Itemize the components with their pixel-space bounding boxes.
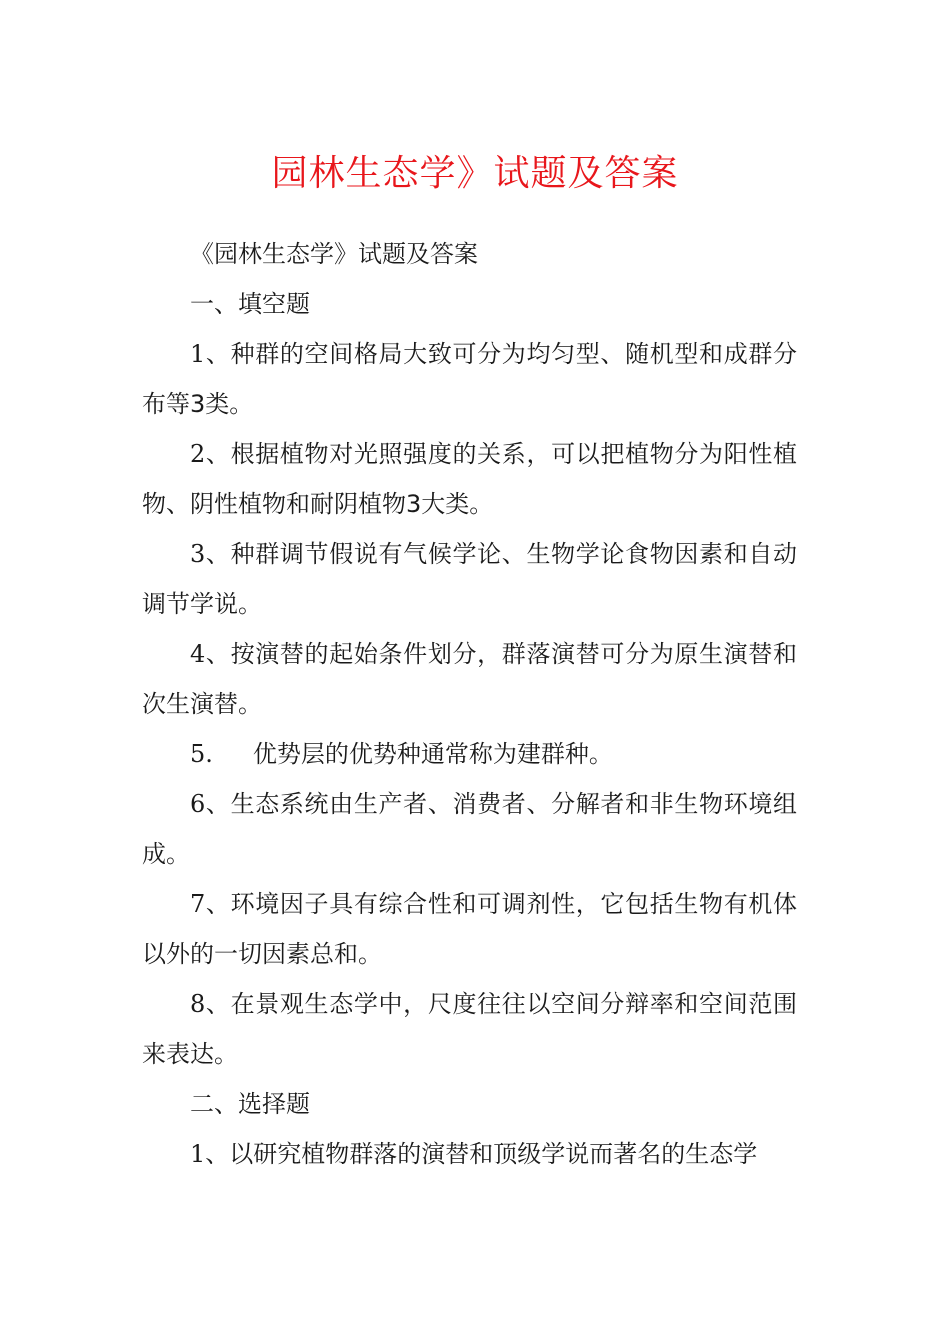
question-text: 按演替的起始条件划分，群落演替可分为原生演替和次生演替。 (142, 640, 798, 718)
question-text: 根据植物对光照强度的关系，可以把植物分为阳性植物、阴性植物和耐阴植物3大类。 (142, 440, 798, 518)
document-subtitle: 《园林生态学》试题及答案 (190, 240, 478, 268)
question-number: 3、 (190, 540, 231, 568)
question-number: 6、 (190, 790, 231, 818)
question-text: 生态系统由生产者、消费者、分解者和非生物环境组成。 (142, 790, 798, 868)
question-text: 以研究植物群落的演替和顶级学说而著名的生态学 (229, 1140, 758, 1168)
question-number: 1、 (190, 340, 231, 368)
question-text: 优势层的优势种通常称为建群种。 (252, 740, 613, 768)
question-number: 5. (190, 740, 213, 768)
document-body (142, 229, 797, 1179)
question-6 (142, 779, 797, 879)
question-5 (142, 729, 797, 779)
section-heading-choice: 二、选择题 (190, 1090, 310, 1118)
question-3 (142, 529, 797, 629)
question-text: 种群的空间格局大致可分为均匀型、随机型和成群分布等3类。 (142, 340, 798, 418)
section-heading-fill-in: 一、填空题 (190, 290, 310, 318)
question-number: 8、 (190, 990, 231, 1018)
question-number: 2、 (190, 440, 231, 468)
question-number: 4、 (190, 640, 231, 668)
question-number: 7、 (190, 890, 231, 918)
question-text: 环境因子具有综合性和可调剂性，它包括生物有机体以外的一切因素总和。 (142, 890, 798, 968)
document-title: 园林生态学》试题及答案 (271, 153, 679, 194)
question-text: 种群调节假说有气候学论、生物学论食物因素和自动调节学说。 (142, 540, 798, 618)
question-7 (142, 879, 797, 979)
question-1 (142, 329, 797, 429)
choice-question-1 (142, 1129, 797, 1179)
question-text: 在景观生态学中，尺度往往以空间分辩率和空间范围来表达。 (142, 990, 798, 1068)
question-8 (142, 979, 797, 1079)
question-4 (142, 629, 797, 729)
question-number: 1、 (190, 1140, 230, 1168)
question-2 (142, 429, 797, 529)
